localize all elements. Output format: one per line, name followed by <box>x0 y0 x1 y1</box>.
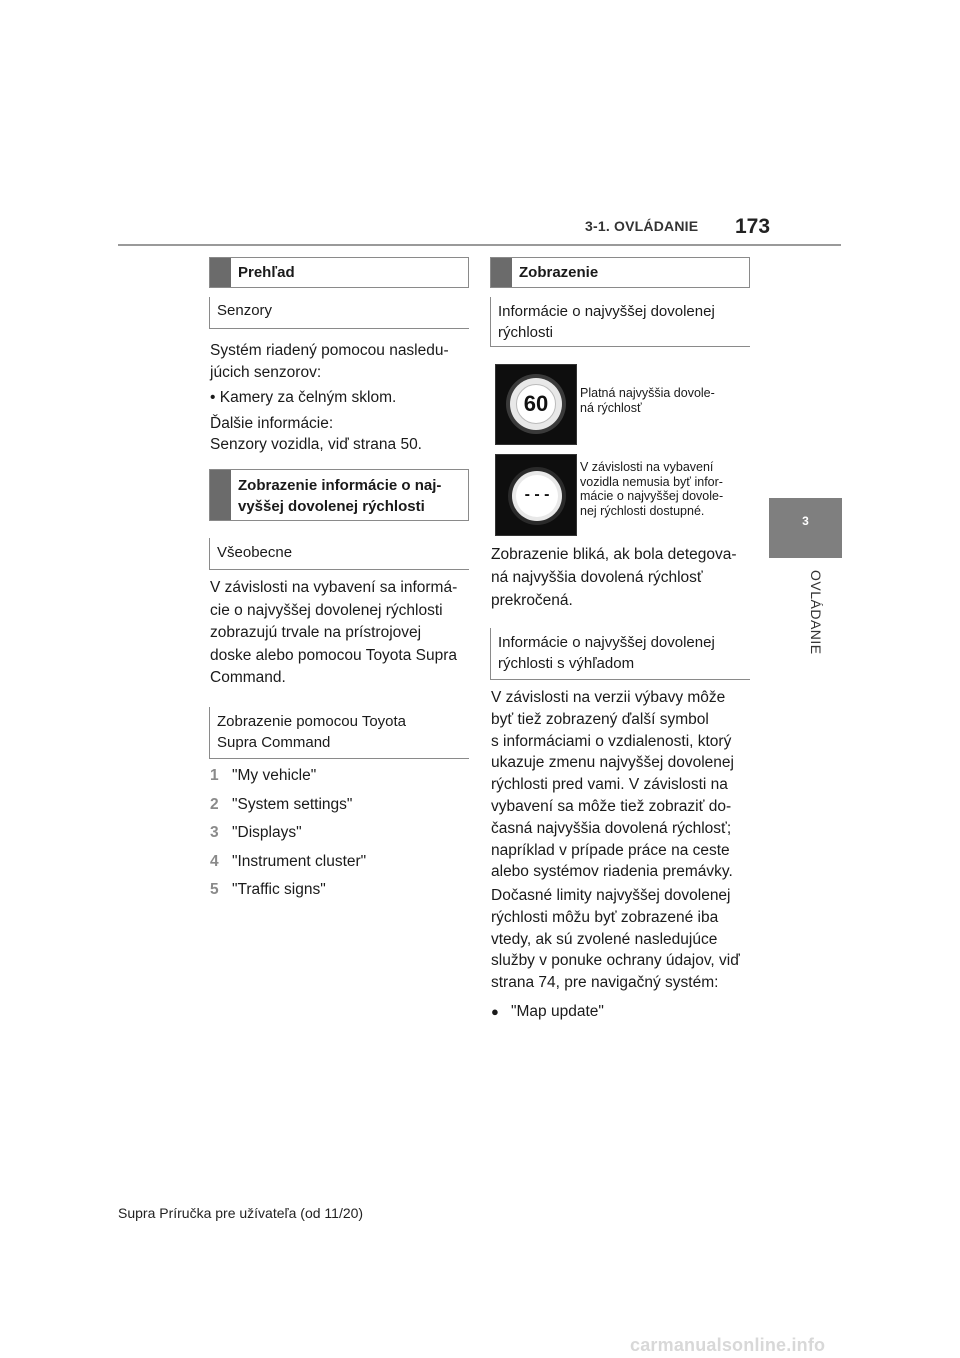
text-line: júcich senzorov: <box>210 363 322 381</box>
caption-line: nej rýchlosti dostupné. <box>580 503 705 518</box>
subheading-line: Informácie o najvyššej dovolenej <box>498 634 715 651</box>
general-subheading <box>209 538 469 570</box>
outlook-subheading <box>490 628 750 680</box>
cross-reference: strana 74, pre navigačný systém: <box>491 974 719 992</box>
sign-unknown-caption <box>580 460 752 518</box>
chapter-tab <box>769 498 842 558</box>
speed-info-subheading <box>490 297 750 347</box>
sensors-subheading-text: Senzory <box>217 302 273 319</box>
speed-display-heading-text <box>238 475 460 517</box>
step-number: 4 <box>210 852 219 870</box>
step-label: "Instrument cluster" <box>232 852 367 870</box>
step-number: 5 <box>210 881 219 898</box>
text-line: byť tiež zobrazený ďalší symbol <box>491 710 709 728</box>
text-line: doske alebo pomocou Toyota Supra <box>210 646 458 664</box>
step-number: 2 <box>210 795 219 813</box>
map-update-bullet <box>491 1001 753 1023</box>
text-line: Dočasné limity najvyššej dovolenej <box>491 887 731 904</box>
text-line: Command. <box>210 669 286 686</box>
caption-line: vozidla nemusia byť infor- <box>580 474 723 489</box>
step-label: "Traffic signs" <box>232 881 326 898</box>
step-number: 3 <box>210 824 219 841</box>
blink-paragraph <box>491 543 751 612</box>
sign-60-caption <box>580 386 750 415</box>
subheading-line: Informácie o najvyššej dovolenej <box>498 303 715 320</box>
caption-line: V závislosti na vybavení <box>580 460 714 474</box>
sign-value: - - - <box>524 486 550 503</box>
speed-limit-unknown-sign <box>516 475 558 517</box>
text-line: služby v ponuke ochrany údajov, viď <box>491 952 740 970</box>
text-line: časná najvyššia dovolená rýchlosť; <box>491 819 732 837</box>
steps-list <box>210 765 470 908</box>
caption-line: mácie o najvyššej dovole- <box>580 489 724 503</box>
general-subheading-text: Všeobecne <box>217 544 293 561</box>
subheading-line: rýchlosti <box>498 324 554 341</box>
text-line: cie o najvyššej dovolenej rýchlosti <box>210 601 443 619</box>
text-line: Ďalšie informácie: <box>210 414 334 432</box>
heading-line: vyššej dovolenej rýchlosti <box>238 498 425 515</box>
sign-value: 60 <box>523 391 549 416</box>
text-line: alebo systémov riadenia premávky. <box>491 863 733 881</box>
step-item <box>210 765 470 794</box>
heading-line: Zobrazenie informácie o naj- <box>238 477 442 494</box>
step-item <box>210 794 470 823</box>
step-label: "System settings" <box>232 795 353 813</box>
text-line: rýchlosti môžu byť zobrazené iba <box>491 908 719 926</box>
sensor-bullet: • Kamery za čelným sklom. <box>210 389 397 406</box>
text-line: V závislosti na vybavení sa informá- <box>210 579 458 596</box>
caption-line: ná rýchlosť <box>580 400 642 415</box>
heading-marker <box>210 258 231 287</box>
text-line: vtedy, ak sú zvolené nasledujúce <box>491 930 718 948</box>
overview-heading <box>209 257 469 288</box>
step-item <box>210 879 470 908</box>
chapter-number: 3 <box>802 514 809 528</box>
heading-marker <box>491 258 512 287</box>
header-rule <box>118 244 841 246</box>
temporary-limits-paragraph <box>491 885 753 994</box>
subheading-line: Supra Command <box>217 734 331 751</box>
text-line: rýchlosti pred vami. V závislosti na <box>491 776 728 794</box>
step-label: "My vehicle" <box>232 767 317 784</box>
section-title: 3-1. OVLÁDANIE <box>585 218 699 234</box>
heading-marker <box>210 470 231 520</box>
text-line: Zobrazenie bliká, ak bola detegova- <box>491 546 737 563</box>
general-paragraph <box>210 577 470 690</box>
footer-text: Supra Príručka pre užívateľa (od 11/20) <box>118 1205 364 1221</box>
caption-line: Platná najvyššia dovole- <box>580 386 715 400</box>
speed-limit-60-sign <box>516 384 556 424</box>
step-item <box>210 851 470 880</box>
text-line: s informáciami o vzdialenosti, ktorý <box>491 732 732 750</box>
step-label: "Displays" <box>232 824 302 841</box>
sensors-paragraph <box>210 340 470 456</box>
overview-heading-text: Prehľad <box>238 264 295 281</box>
watermark: carmanualsonline.info <box>630 1335 826 1355</box>
step-item <box>210 822 470 851</box>
text-line: vybavení sa môže tiež zobraziť do- <box>491 797 732 815</box>
speed-limit-60-image <box>495 364 577 445</box>
speed-display-heading <box>209 469 469 521</box>
text-line: ukazuje zmenu najvyššej dovolenej <box>491 754 734 772</box>
text-line: V závislosti na verzii výbavy môže <box>491 689 726 706</box>
bullet-text: "Map update" <box>511 1003 604 1020</box>
subheading-line: Zobrazenie pomocou Toyota <box>217 713 407 730</box>
step-number: 1 <box>210 767 219 784</box>
subheading-line: rýchlosti s výhľadom <box>498 655 635 672</box>
text-line: zobrazujú trvale na prístrojovej <box>210 624 422 641</box>
bullet-icon: ● <box>491 1004 499 1019</box>
sensors-subheading <box>209 297 469 329</box>
chapter-label: OVLÁDANIE <box>808 570 824 655</box>
text-line: Systém riadený pomocou nasledu- <box>210 342 449 359</box>
page-number: 173 <box>735 215 771 238</box>
outlook-paragraph <box>491 687 753 883</box>
text-line: prekročená. <box>491 592 573 609</box>
display-heading <box>490 257 750 288</box>
text-line: ná najvyššia dovolená rýchlosť <box>491 569 703 586</box>
display-heading-text: Zobrazenie <box>519 264 599 281</box>
cross-reference: Senzory vozidla, viď strana 50. <box>210 436 422 453</box>
command-subheading <box>209 707 469 759</box>
text-line: napríklad v prípade práce na ceste <box>491 841 730 859</box>
speed-limit-unknown-image <box>495 454 577 536</box>
